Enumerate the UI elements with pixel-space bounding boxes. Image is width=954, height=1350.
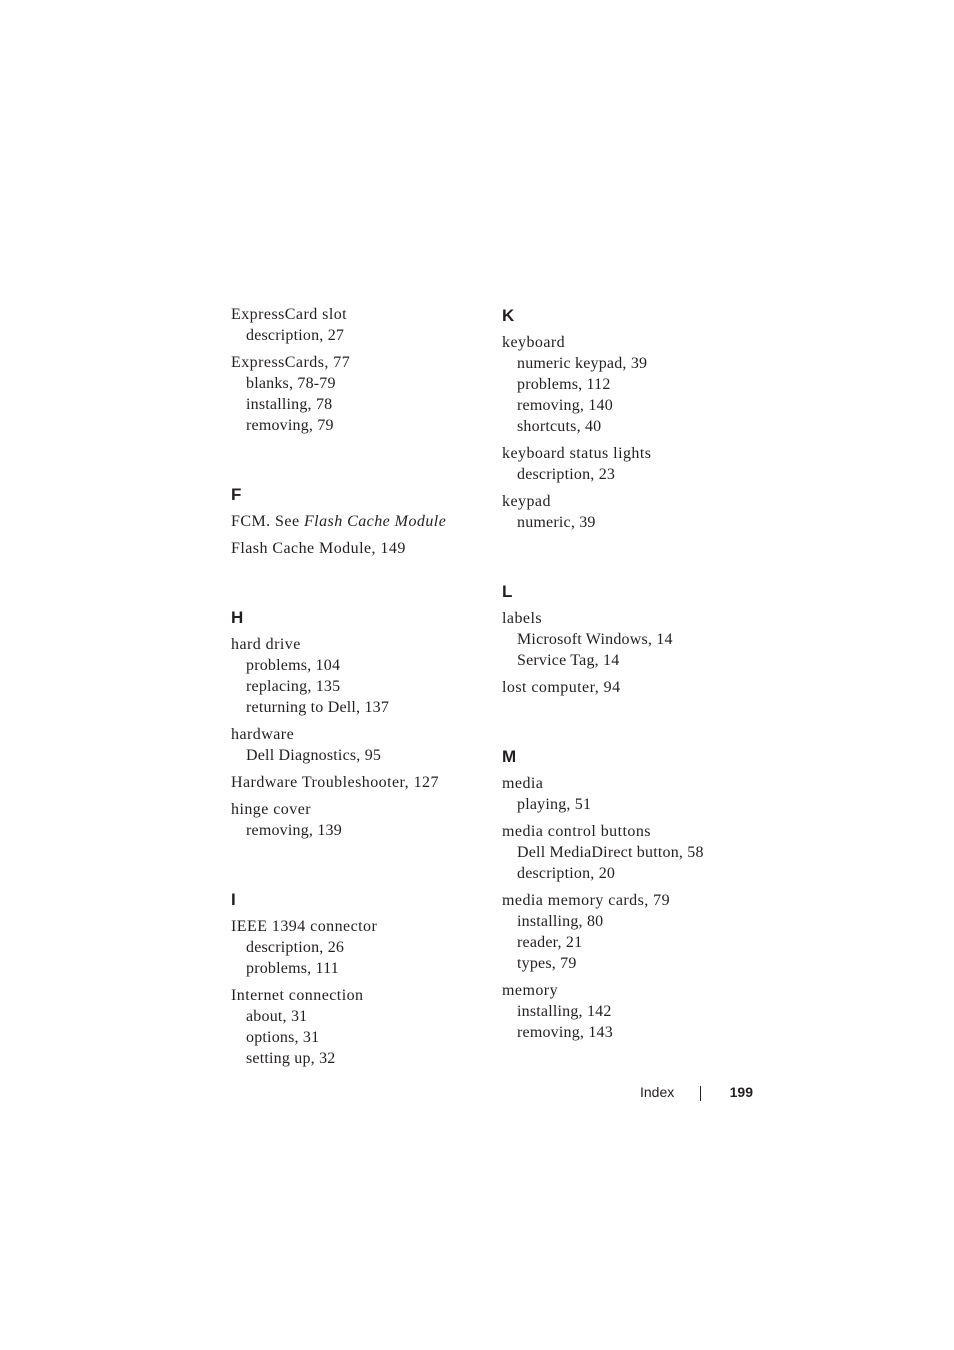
index-term-text: hard drive <box>231 636 301 653</box>
index-term-text: Internet connection <box>231 987 364 1004</box>
index-term <box>231 304 491 325</box>
index-term <box>502 821 762 842</box>
index-term-text: ExpressCards, 77 <box>231 354 351 371</box>
index-subentry: options, 31 <box>246 1029 320 1046</box>
index-subentry: removing, 139 <box>246 822 342 839</box>
index-term <box>231 634 491 655</box>
index-term <box>502 491 762 512</box>
index-term-text: media <box>502 775 544 792</box>
index-section <box>231 304 491 436</box>
index-subentry: description, 20 <box>517 865 616 882</box>
index-term-text: memory <box>502 982 559 999</box>
index-term <box>231 799 491 820</box>
index-entry <box>502 890 762 974</box>
index-term-text: media control buttons <box>502 823 651 840</box>
index-subentry: problems, 104 <box>246 657 341 674</box>
index-letter-heading: I <box>231 890 236 909</box>
index-term <box>502 332 762 353</box>
index-subentry: description, 26 <box>246 939 345 956</box>
index-term-text: FCM. See <box>231 513 304 530</box>
page-footer <box>640 1083 753 1103</box>
index-entry <box>231 352 491 436</box>
index-subentry: blanks, 78-79 <box>246 375 336 392</box>
index-entry <box>231 772 491 793</box>
index-entry <box>502 608 762 671</box>
index-section <box>231 888 491 1069</box>
index-entry <box>231 916 491 979</box>
index-subentry: Dell Diagnostics, 95 <box>246 747 382 764</box>
index-subentry: problems, 112 <box>517 376 611 393</box>
index-entry <box>502 773 762 815</box>
index-subentry: playing, 51 <box>517 796 592 813</box>
index-subentry: reader, 21 <box>517 934 583 951</box>
index-letter-heading: M <box>502 747 517 766</box>
index-entry <box>231 985 491 1069</box>
footer-section-label: Index <box>640 1084 675 1100</box>
page-number: 199 <box>729 1084 753 1100</box>
index-subentry: installing, 142 <box>517 1003 612 1020</box>
index-term-text: ExpressCard slot <box>231 306 348 323</box>
index-term-text: Flash Cache Module, 149 <box>231 540 406 557</box>
index-subentry: description, 27 <box>246 327 345 344</box>
index-section <box>502 745 762 1043</box>
index-subentry: setting up, 32 <box>246 1050 336 1067</box>
index-term <box>502 608 762 629</box>
index-term <box>231 724 491 745</box>
index-term <box>231 916 491 937</box>
index-subentry: removing, 143 <box>517 1024 613 1041</box>
index-entry <box>231 634 491 718</box>
index-subentry: replacing, 135 <box>246 678 341 695</box>
index-subentry: shortcuts, 40 <box>517 418 602 435</box>
index-entry <box>231 304 491 346</box>
index-letter-heading: H <box>231 608 244 627</box>
index-subentry: problems, 111 <box>246 960 339 977</box>
index-subentry: removing, 79 <box>246 417 334 434</box>
index-term-text: hinge cover <box>231 801 312 818</box>
index-term-text: lost computer, 94 <box>502 679 621 696</box>
index-entry <box>231 724 491 766</box>
index-term <box>231 538 491 559</box>
index-entry <box>502 443 762 485</box>
index-subentry: Microsoft Windows, 14 <box>517 631 673 648</box>
index-entry <box>502 332 762 437</box>
index-term <box>231 352 491 373</box>
index-entry <box>231 511 491 532</box>
index-term-text: media memory cards, 79 <box>502 892 671 909</box>
index-term-text: keyboard <box>502 334 566 351</box>
index-entry <box>502 677 762 698</box>
index-section <box>502 580 762 698</box>
index-subentry: numeric keypad, 39 <box>517 355 648 372</box>
index-term-text: hardware <box>231 726 295 743</box>
index-entry <box>502 491 762 533</box>
index-entry <box>231 538 491 559</box>
index-term-text: IEEE 1394 connector <box>231 918 378 935</box>
index-letter-heading: L <box>502 582 513 601</box>
index-subentry: Service Tag, 14 <box>517 652 620 669</box>
index-entry <box>502 821 762 884</box>
index-subentry: Dell MediaDirect button, 58 <box>517 844 704 861</box>
index-term <box>502 773 762 794</box>
index-entry <box>502 980 762 1043</box>
index-letter-heading: K <box>502 306 515 325</box>
index-term <box>231 772 491 793</box>
index-subentry: about, 31 <box>246 1008 308 1025</box>
index-column-right <box>502 304 762 1090</box>
index-term-text: keyboard status lights <box>502 445 652 462</box>
index-term-see-also: Flash Cache Module <box>303 513 447 530</box>
index-section <box>231 606 491 841</box>
index-subentry: types, 79 <box>517 955 577 972</box>
index-section <box>502 304 762 533</box>
index-section <box>231 483 491 559</box>
index-entry <box>231 799 491 841</box>
index-column-left <box>231 304 491 1116</box>
index-term <box>502 890 762 911</box>
index-subentry: installing, 80 <box>517 913 604 930</box>
index-term <box>231 511 491 532</box>
index-term <box>502 677 762 698</box>
index-subentry: numeric, 39 <box>517 514 596 531</box>
footer-separator <box>700 1086 701 1101</box>
index-letter-heading: F <box>231 485 242 504</box>
index-term <box>502 980 762 1001</box>
index-subentry: installing, 78 <box>246 396 333 413</box>
index-subentry: removing, 140 <box>517 397 613 414</box>
index-term-text: keypad <box>502 493 551 510</box>
index-subentry: returning to Dell, 137 <box>246 699 390 716</box>
index-subentry: description, 23 <box>517 466 616 483</box>
index-term-text: Hardware Troubleshooter, 127 <box>231 774 439 791</box>
index-term-text: labels <box>502 610 543 627</box>
index-term <box>502 443 762 464</box>
index-term <box>231 985 491 1006</box>
